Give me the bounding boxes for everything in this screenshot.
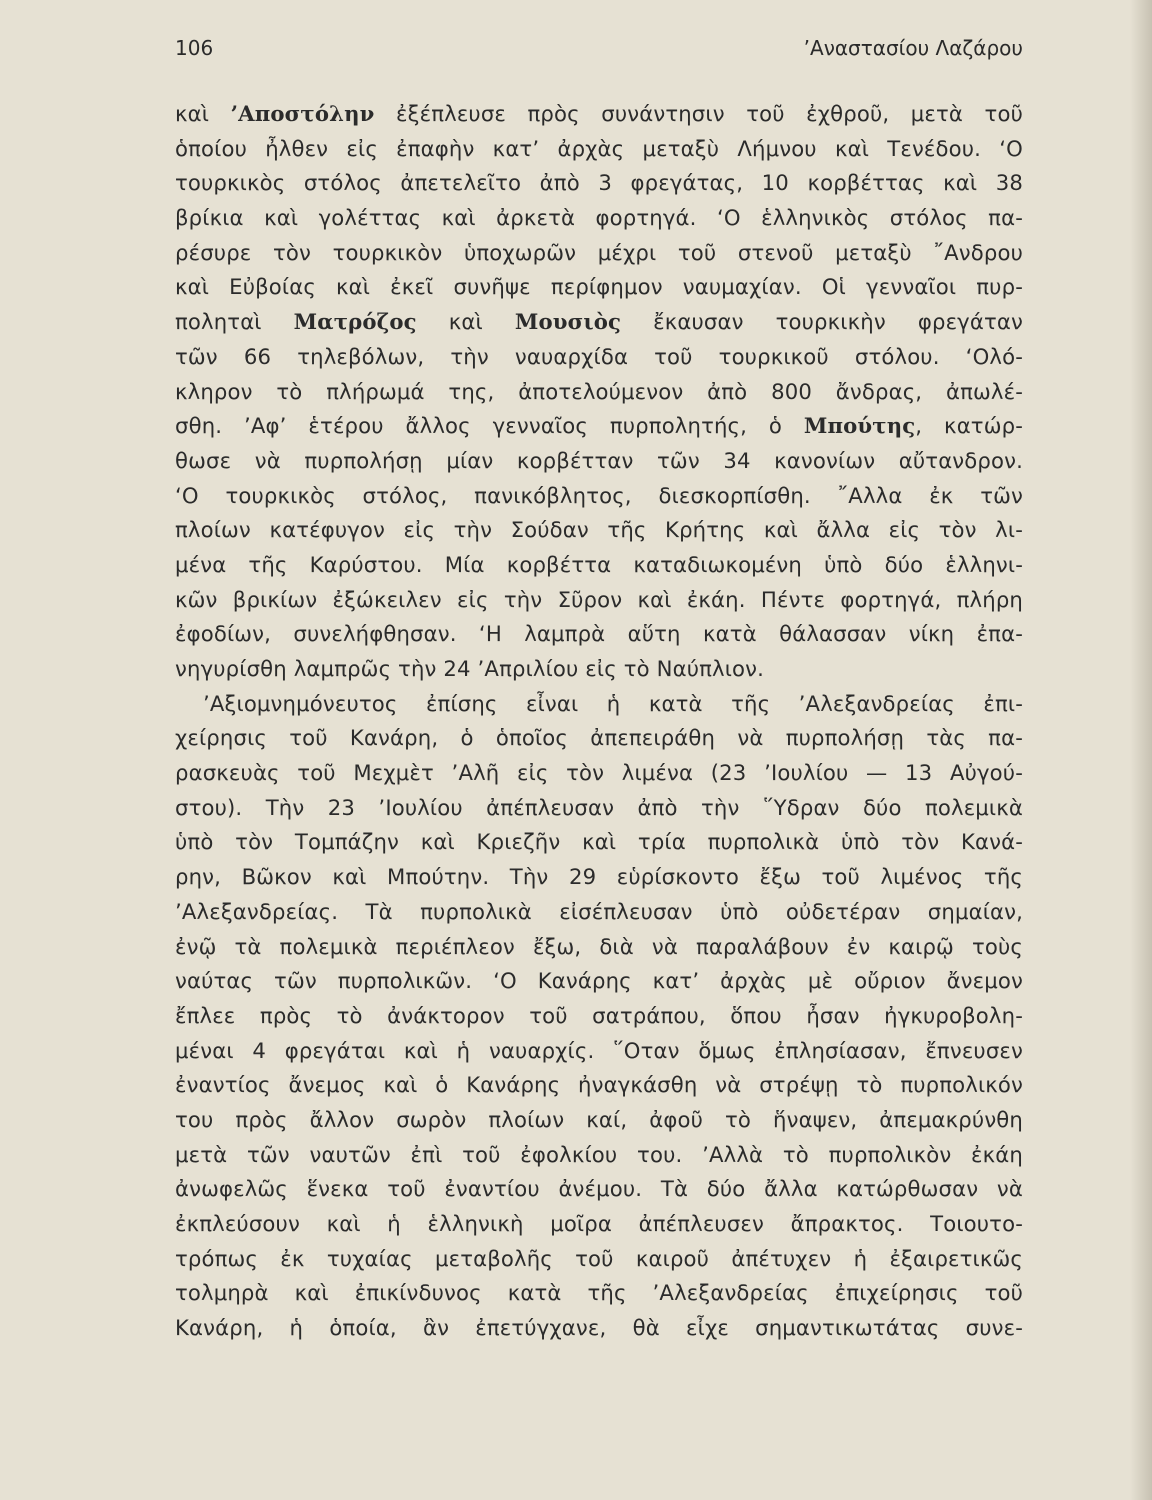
text-line: ἐκπλεύσουν καὶ ἡ ἑλληνικὴ μοῖρα ἀπέπλευσεν ἄπρακτος. Τοιουτο- xyxy=(175,1211,1023,1236)
text-line: του πρὸς ἄλλον σωρὸν πλοίων καί, ἀφοῦ τὸ ἥναψεν, ἀπεμακρύνθη xyxy=(175,1106,1023,1132)
text-line: ναύτας τῶν πυρπολικῶν. ‘Ο Κανάρης κατ’ ἀρχὰς μὲ οὔριον ἄνεμον xyxy=(175,968,1023,994)
running-title: ’Αναστασίου Λαζάρου xyxy=(803,36,1023,60)
text-line: μέναι 4 φρεγάται καὶ ἡ ναυαρχίς. ῞Οταν ὅμως ἐπλησίασαν, ἔπνευσεν xyxy=(175,1037,1023,1063)
text-line: ’Αξιομνημόνευτος ἐπίσης εἶναι ἡ κατὰ τῆς ’Αλεξανδρείας ἐπι- xyxy=(203,690,1023,716)
paragraph-1 xyxy=(175,97,1023,687)
text-line: ὁποίου ἦλθεν εἰς ἐπαφὴν κατ’ ἀρχὰς μεταξὺ Λήμνου καὶ Τενέδου. ‘Ο xyxy=(175,135,1023,161)
text-line: βρίκια καὶ γολέττας καὶ ἀρκετὰ φορτηγά. ‘Ο ἑλληνικὸς στόλος πα- xyxy=(175,205,1023,231)
text-line: τῶν 66 τηλεβόλων, τὴν ναυαρχίδα τοῦ τουρκικοῦ στόλου. ‘Ολό- xyxy=(175,343,1023,369)
text-line: κῶν βρικίων ἐξώκειλεν εἰς τὴν Σῦρον καὶ ἐκάη. Πέντε φορτηγά, πλήρη xyxy=(175,586,1023,612)
text-line: Κανάρη, ἡ ὁποία, ἂν ἐπετύγχανε, θὰ εἶχε σημαντικωτάτας συνε- xyxy=(175,1315,1023,1341)
bold-name: Μουσιὸς xyxy=(514,309,622,335)
text-line: τολμηρὰ καὶ ἐπικίνδυνος κατὰ τῆς ’Αλεξανδρείας ἐπιχείρησις τοῦ xyxy=(175,1280,1023,1306)
text-line: ἐφοδίων, συνελήφθησαν. ‘Η λαμπρὰ αὕτη κατὰ θάλασσαν νίκη ἐπα- xyxy=(175,621,1023,647)
text-line: τρόπως ἐκ τυχαίας μεταβολῆς τοῦ καιροῦ ἀπέτυχεν ἡ ἐξαιρετικῶς xyxy=(175,1245,1023,1271)
text-line: ὑπὸ τὸν Τομπάζην καὶ Κριεζῆν καὶ τρία πυρπολικὰ ὑπὸ τὸν Κανά- xyxy=(175,829,1023,855)
page-edge-shadow xyxy=(1130,0,1152,1500)
text-line: σθη. ’Αφ’ ἑτέρου ἄλλος γενναῖος πυρπολητής, ὁ Μπούτης, κατώρ- xyxy=(175,413,1023,439)
bold-name: Ματρόζος xyxy=(293,309,417,335)
text-line: πλοίων κατέφυγον εἰς τὴν Σούδαν τῆς Κρήτης καὶ ἄλλα εἰς τὸν λι- xyxy=(175,517,1023,543)
text-line: ἐνῷ τὰ πολεμικὰ περιέπλεον ἔξω, διὰ νὰ παραλάβουν ἐν καιρῷ τοὺς xyxy=(175,933,1023,959)
text-line: ρην, Βῶκον καὶ Μπούτην. Τὴν 29 εὑρίσκοντο ἔξω τοῦ λιμένος τῆς xyxy=(175,864,1023,890)
text-line: κληρον τὸ πλήρωμά της, ἀποτελούμενον ἀπὸ 800 ἄνδρας, ἀπωλέ- xyxy=(175,378,1023,404)
text-line: χείρησις τοῦ Κανάρη, ὁ ὁποῖος ἀπεπειράθη νὰ πυρπολήσῃ τὰς πα- xyxy=(175,725,1023,751)
text-line: μένα τῆς Καρύστου. Μία κορβέττα καταδιωκομένη ὑπὸ δύο ἑλληνι- xyxy=(175,551,1023,577)
text-line: τουρκικὸς στόλος ἀπετελεῖτο ἀπὸ 3 φρεγάτας, 10 κορβέττας καὶ 38 xyxy=(175,170,1023,196)
text-line: στου). Τὴν 23 ’Ιουλίου ἀπέπλευσαν ἀπὸ τὴν ῞Υδραν δύο πολεμικὰ xyxy=(175,794,1023,820)
text-line: ἔπλεε πρὸς τὸ ἀνάκτορον τοῦ σατράπου, ὅπου ἦσαν ἠγκυροβολη- xyxy=(175,1002,1023,1028)
page-number: 106 xyxy=(175,36,214,60)
text-line: ’Αλεξανδρείας. Τὰ πυρπολικὰ εἰσέπλευσαν ὑπὸ οὐδετέραν σημαίαν, xyxy=(175,898,1023,924)
bold-name: Μπούτης xyxy=(803,413,916,439)
text-line: ἐναντίος ἄνεμος καὶ ὁ Κανάρης ἠναγκάσθη νὰ στρέψῃ τὸ πυρπολικόν xyxy=(175,1072,1023,1098)
text-line: θωσε νὰ πυρπολήσῃ μίαν κορβέτταν τῶν 34 κανονίων αὔτανδρον. xyxy=(175,447,1023,473)
text-line: καὶ Εὐβοίας καὶ ἐκεῖ συνῆψε περίφημον ναυμαχίαν. Οἱ γενναῖοι πυρ- xyxy=(175,274,1023,300)
body-text xyxy=(175,97,1023,1346)
paragraph-2 xyxy=(175,687,1023,1346)
page-header xyxy=(175,36,1023,64)
text-line: ποληταὶ Ματρόζος καὶ Μουσιὸς ἔκαυσαν τουρκικὴν φρεγάταν xyxy=(175,309,1023,335)
text-line: ἀνωφελῶς ἕνεκα τοῦ ἐναντίου ἀνέμου. Τὰ δύο ἄλλα κατώρθωσαν νὰ xyxy=(175,1176,1023,1202)
text-line: νηγυρίσθη λαμπρῶς τὴν 24 ’Απριλίου εἰς τὸ Ναύπλιον. xyxy=(175,656,765,681)
text-line: καὶ ’Αποστόλην ἐξέπλευσε πρὸς συνάντησιν τοῦ ἐχθροῦ, μετὰ τοῦ xyxy=(175,101,1023,126)
text-line: ‘Ο τουρκικὸς στόλος, πανικόβλητος, διεσκορπίσθη. ῎Αλλα ἐκ τῶν xyxy=(175,482,1023,508)
text-line: ρασκευὰς τοῦ Μεχμὲτ ’Αλῆ εἰς τὸν λιμένα (23 ’Ιουλίου — 13 Αὐγού- xyxy=(175,760,1023,786)
text-line: μετὰ τῶν ναυτῶν ἐπὶ τοῦ ἐφολκίου του. ’Αλλὰ τὸ πυρπολικὸν ἐκάη xyxy=(175,1141,1023,1167)
bold-name: ’Αποστόλην xyxy=(230,101,375,126)
text-line: ρέσυρε τὸν τουρκικὸν ὑποχωρῶν μέχρι τοῦ στενοῦ μεταξὺ ῎Ανδρου xyxy=(175,239,1023,265)
